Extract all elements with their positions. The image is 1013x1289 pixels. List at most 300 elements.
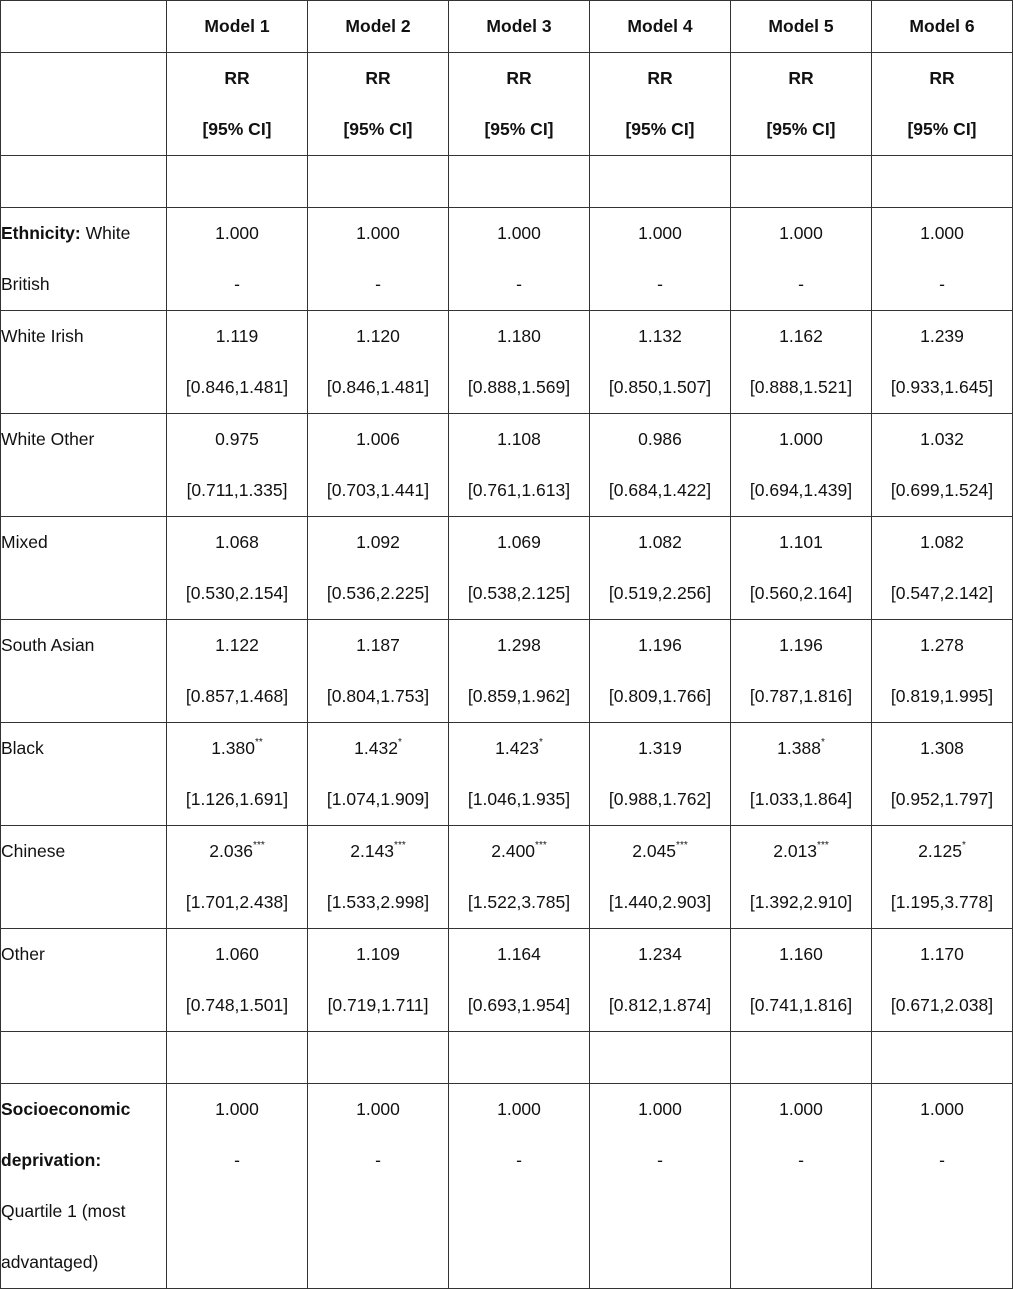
value-cell xyxy=(167,311,308,414)
value-cell xyxy=(167,826,308,929)
row-label-line: Quartile 1 (most xyxy=(1,1201,126,1221)
ci-value: - xyxy=(657,1150,663,1170)
ci-label: [95% CI] xyxy=(625,119,695,139)
rr-line xyxy=(449,517,589,568)
rr-value: 1.298 xyxy=(497,635,541,655)
value-cell xyxy=(308,826,449,929)
rr-value: 2.125 xyxy=(918,841,962,861)
significance-marker: * xyxy=(961,840,966,852)
ci-value: [0.547,2.142] xyxy=(890,583,994,603)
value-cell xyxy=(731,208,872,311)
value-cell xyxy=(590,517,731,620)
rr-value: 1.000 xyxy=(497,1099,541,1119)
significance-marker: * xyxy=(538,737,543,749)
row-label xyxy=(1,414,167,517)
rr-value: 1.032 xyxy=(920,429,964,449)
empty-cell xyxy=(590,1032,731,1084)
ci-label: [95% CI] xyxy=(907,119,977,139)
ci-value: [0.536,2.225] xyxy=(326,583,430,603)
rr-line xyxy=(449,723,589,774)
row-label xyxy=(1,1084,167,1289)
ci-value: - xyxy=(939,274,945,294)
rr-value: 1.000 xyxy=(356,223,400,243)
table-row xyxy=(1,208,1013,311)
rr-line xyxy=(308,620,448,671)
empty-cell xyxy=(590,156,731,208)
ci-label: [95% CI] xyxy=(343,119,413,139)
rr-line xyxy=(308,1084,448,1135)
value-cell xyxy=(449,929,590,1032)
rr-value: 1.388 xyxy=(777,738,821,758)
rr-label: RR xyxy=(929,68,955,88)
ci-label: [95% CI] xyxy=(484,119,554,139)
row-label-line: South Asian xyxy=(1,635,95,655)
rr-value: 2.013 xyxy=(773,841,818,861)
rr-value: 2.045 xyxy=(632,841,677,861)
ci-value: [0.761,1.613] xyxy=(467,480,571,500)
value-cell xyxy=(449,826,590,929)
rr-value: 1.170 xyxy=(920,944,964,964)
ci-value: - xyxy=(516,1150,522,1170)
rr-value: 2.400 xyxy=(491,841,536,861)
model-header: Model 1 xyxy=(167,1,308,53)
table-row xyxy=(1,929,1013,1032)
rr-value: 1.162 xyxy=(779,326,823,346)
rr-line xyxy=(872,826,1012,877)
rr-value: 1.000 xyxy=(779,223,823,243)
model-header: Model 4 xyxy=(590,1,731,53)
table-body xyxy=(1,1,1013,1289)
value-cell xyxy=(449,414,590,517)
rr-value: 1.108 xyxy=(497,429,541,449)
empty-cell xyxy=(449,1032,590,1084)
empty-cell xyxy=(167,1032,308,1084)
rr-line xyxy=(731,414,871,465)
rr-value: 2.036 xyxy=(209,841,254,861)
empty-cell xyxy=(1,156,167,208)
ci-value: [0.933,1.645] xyxy=(890,377,994,397)
value-cell xyxy=(590,723,731,826)
rr-line xyxy=(167,620,307,671)
value-cell xyxy=(449,723,590,826)
rr-line xyxy=(731,723,871,774)
ci-value: [0.684,1.422] xyxy=(608,480,712,500)
value-cell xyxy=(872,1084,1013,1289)
empty-cell xyxy=(731,1032,872,1084)
rr-value: 1.000 xyxy=(215,223,259,243)
rr-line xyxy=(167,1084,307,1135)
value-cell xyxy=(590,208,731,311)
value-cell xyxy=(872,826,1013,929)
value-cell xyxy=(590,414,731,517)
rr-line xyxy=(872,311,1012,362)
rr-line xyxy=(449,414,589,465)
rr-value: 1.069 xyxy=(497,532,541,552)
rr-value: 1.308 xyxy=(920,738,964,758)
ci-value: [0.703,1.441] xyxy=(326,480,430,500)
rr-value: 1.120 xyxy=(356,326,400,346)
ci-value: [1.074,1.909] xyxy=(326,789,430,809)
ci-value: [0.952,1.797] xyxy=(890,789,994,809)
ci-value: [0.850,1.507] xyxy=(608,377,712,397)
rr-line xyxy=(872,414,1012,465)
model-header-row xyxy=(1,1,1013,53)
rr-line xyxy=(308,517,448,568)
value-cell xyxy=(308,929,449,1032)
rr-value: 1.278 xyxy=(920,635,964,655)
value-cell xyxy=(731,929,872,1032)
ci-value: [1.701,2.438] xyxy=(185,892,289,912)
ci-value: [1.522,3.785] xyxy=(467,892,571,912)
rr-line xyxy=(731,311,871,362)
ci-value: [0.819,1.995] xyxy=(890,686,994,706)
spacer-row xyxy=(1,156,1013,208)
ci-value: - xyxy=(234,274,240,294)
row-label xyxy=(1,929,167,1032)
rr-line xyxy=(167,208,307,259)
value-cell xyxy=(590,929,731,1032)
table-row xyxy=(1,723,1013,826)
value-cell xyxy=(731,723,872,826)
ci-value: [0.988,1.762] xyxy=(608,789,712,809)
rr-value: 1.006 xyxy=(356,429,400,449)
empty-cell xyxy=(308,1032,449,1084)
model-header: Model 5 xyxy=(731,1,872,53)
significance-marker: *** xyxy=(394,840,406,852)
table-row xyxy=(1,517,1013,620)
rr-label: RR xyxy=(224,68,250,88)
rr-line xyxy=(590,929,730,980)
row-label-line: Chinese xyxy=(1,841,66,861)
rr-value: 1.082 xyxy=(920,532,964,552)
value-cell xyxy=(872,723,1013,826)
ci-value: [0.711,1.335] xyxy=(186,480,288,500)
rr-value: 1.000 xyxy=(356,1099,400,1119)
rr-value: 1.423 xyxy=(495,738,539,758)
value-cell xyxy=(308,311,449,414)
rr-line xyxy=(167,517,307,568)
row-label xyxy=(1,826,167,929)
stat-header-cell xyxy=(167,53,308,156)
significance-marker: *** xyxy=(817,840,829,852)
rr-line xyxy=(731,826,871,877)
empty-cell xyxy=(449,156,590,208)
rr-value: 0.986 xyxy=(638,429,682,449)
rr-value: 1.101 xyxy=(779,532,823,552)
empty-cell xyxy=(731,156,872,208)
row-label xyxy=(1,311,167,414)
rr-line xyxy=(449,826,589,877)
table-row xyxy=(1,826,1013,929)
model-header: Model 6 xyxy=(872,1,1013,53)
rr-line xyxy=(872,723,1012,774)
table-row xyxy=(1,1084,1013,1289)
value-cell xyxy=(449,620,590,723)
value-cell xyxy=(167,414,308,517)
rr-line xyxy=(590,1084,730,1135)
ci-value: - xyxy=(657,274,663,294)
ci-value: [0.741,1.816] xyxy=(749,995,853,1015)
rr-line xyxy=(308,311,448,362)
ci-value: - xyxy=(798,274,804,294)
row-label-line: Mixed xyxy=(1,532,48,552)
empty-cell xyxy=(308,156,449,208)
significance-marker: * xyxy=(820,737,825,749)
spacer-row xyxy=(1,1032,1013,1084)
value-cell xyxy=(872,414,1013,517)
row-label-line: Socioeconomic xyxy=(1,1099,131,1119)
ci-label: [95% CI] xyxy=(766,119,836,139)
value-cell xyxy=(167,208,308,311)
ci-value: - xyxy=(516,274,522,294)
value-cell xyxy=(731,311,872,414)
rr-value: 1.000 xyxy=(920,1099,964,1119)
row-label-line xyxy=(1,208,166,259)
stat-header-cell xyxy=(449,53,590,156)
rr-line xyxy=(872,929,1012,980)
value-cell xyxy=(449,311,590,414)
rr-value: 1.000 xyxy=(779,1099,823,1119)
rr-line xyxy=(167,929,307,980)
row-label-line: White Irish xyxy=(1,326,84,346)
rr-value: 1.187 xyxy=(356,635,400,655)
ci-value: [0.846,1.481] xyxy=(326,377,430,397)
rr-line xyxy=(590,826,730,877)
ci-value: [1.533,2.998] xyxy=(326,892,430,912)
corner-cell xyxy=(1,1,167,53)
rr-label: RR xyxy=(647,68,673,88)
value-cell xyxy=(590,620,731,723)
ci-value: [1.126,1.691] xyxy=(185,789,289,809)
rr-value: 2.143 xyxy=(350,841,395,861)
rr-value: 1.000 xyxy=(920,223,964,243)
ci-label: [95% CI] xyxy=(202,119,272,139)
significance-marker: *** xyxy=(676,840,688,852)
row-label-line: British xyxy=(1,274,50,294)
value-cell xyxy=(449,517,590,620)
row-label xyxy=(1,208,167,311)
rr-value: 1.239 xyxy=(920,326,964,346)
value-cell xyxy=(167,929,308,1032)
rr-line xyxy=(590,620,730,671)
ci-value: [0.857,1.468] xyxy=(185,686,289,706)
significance-marker: * xyxy=(397,737,402,749)
ci-value: [0.809,1.766] xyxy=(608,686,712,706)
row-label-line: advantaged) xyxy=(1,1252,99,1272)
ci-value: - xyxy=(939,1150,945,1170)
empty-cell xyxy=(872,1032,1013,1084)
rr-value: 1.196 xyxy=(779,635,823,655)
rr-value: 1.132 xyxy=(638,326,682,346)
value-cell xyxy=(167,1084,308,1289)
ci-value: [0.846,1.481] xyxy=(185,377,289,397)
ci-value: - xyxy=(375,274,381,294)
row-label xyxy=(1,517,167,620)
value-cell xyxy=(872,620,1013,723)
ci-value: [1.392,2.910] xyxy=(749,892,853,912)
value-cell xyxy=(167,620,308,723)
rr-label: RR xyxy=(788,68,814,88)
ci-value: [0.538,2.125] xyxy=(467,583,571,603)
ci-value: [0.530,2.154] xyxy=(185,583,289,603)
row-label-line: White Other xyxy=(1,429,95,449)
ci-value: [0.859,1.962] xyxy=(467,686,571,706)
ci-value: [0.699,1.524] xyxy=(890,480,994,500)
stat-header-cell xyxy=(872,53,1013,156)
value-cell xyxy=(731,414,872,517)
model-header: Model 3 xyxy=(449,1,590,53)
rr-line xyxy=(731,620,871,671)
rr-line xyxy=(731,1084,871,1135)
ci-value: - xyxy=(234,1150,240,1170)
row-label-text: White xyxy=(85,223,131,243)
ci-value: [0.694,1.439] xyxy=(749,480,853,500)
corner-cell xyxy=(1,53,167,156)
row-label xyxy=(1,723,167,826)
rr-value: 0.975 xyxy=(215,429,259,449)
rr-line xyxy=(449,1084,589,1135)
rr-line xyxy=(308,208,448,259)
value-cell xyxy=(731,517,872,620)
rr-value: 1.196 xyxy=(638,635,682,655)
rr-value: 1.060 xyxy=(215,944,259,964)
rr-value: 1.234 xyxy=(638,944,682,964)
rr-value: 1.000 xyxy=(215,1099,259,1119)
ci-value: [0.693,1.954] xyxy=(467,995,571,1015)
ci-value: [0.812,1.874] xyxy=(608,995,712,1015)
stat-header-cell xyxy=(308,53,449,156)
value-cell xyxy=(731,826,872,929)
stat-header-cell xyxy=(731,53,872,156)
ci-value: - xyxy=(798,1150,804,1170)
empty-cell xyxy=(872,156,1013,208)
ci-value: [0.787,1.816] xyxy=(749,686,853,706)
rr-line xyxy=(872,208,1012,259)
rr-line xyxy=(590,517,730,568)
value-cell xyxy=(449,1084,590,1289)
stat-header-cell xyxy=(590,53,731,156)
value-cell xyxy=(590,311,731,414)
rr-value: 1.082 xyxy=(638,532,682,552)
ci-value: [0.560,2.164] xyxy=(749,583,853,603)
rr-line xyxy=(308,929,448,980)
table-row xyxy=(1,311,1013,414)
rr-value: 1.319 xyxy=(638,738,682,758)
rr-value: 1.000 xyxy=(497,223,541,243)
value-cell xyxy=(308,723,449,826)
value-cell xyxy=(731,1084,872,1289)
rr-value: 1.432 xyxy=(354,738,398,758)
rr-line xyxy=(449,620,589,671)
rr-line xyxy=(590,208,730,259)
value-cell xyxy=(308,414,449,517)
rr-line xyxy=(449,208,589,259)
ci-value: [1.440,2.903] xyxy=(608,892,712,912)
value-cell xyxy=(308,517,449,620)
value-cell xyxy=(167,723,308,826)
ci-value: [0.719,1.711] xyxy=(327,995,429,1015)
rr-value: 1.000 xyxy=(638,223,682,243)
ci-value: [0.888,1.521] xyxy=(749,377,853,397)
rr-line xyxy=(449,929,589,980)
table-row xyxy=(1,620,1013,723)
row-label-line: Other xyxy=(1,944,45,964)
rr-line xyxy=(590,723,730,774)
rr-label: RR xyxy=(365,68,391,88)
rr-value: 1.092 xyxy=(356,532,400,552)
row-label-line: deprivation: xyxy=(1,1150,102,1170)
value-cell xyxy=(872,208,1013,311)
rr-value: 1.000 xyxy=(638,1099,682,1119)
row-label-line: Black xyxy=(1,738,44,758)
ci-value: - xyxy=(375,1150,381,1170)
rr-value: 1.380 xyxy=(211,738,255,758)
rr-line xyxy=(872,1084,1012,1135)
value-cell xyxy=(449,208,590,311)
rr-line xyxy=(308,723,448,774)
ci-value: [1.046,1.935] xyxy=(467,789,571,809)
model-header: Model 2 xyxy=(308,1,449,53)
value-cell xyxy=(872,311,1013,414)
row-label-category: Ethnicity: xyxy=(1,223,81,243)
value-cell xyxy=(308,620,449,723)
value-cell xyxy=(872,929,1013,1032)
rr-line xyxy=(167,826,307,877)
significance-marker: *** xyxy=(535,840,547,852)
rr-line xyxy=(731,208,871,259)
significance-marker: ** xyxy=(255,737,263,749)
rr-value: 1.068 xyxy=(215,532,259,552)
empty-cell xyxy=(1,1032,167,1084)
rr-line xyxy=(167,723,307,774)
significance-marker: *** xyxy=(253,840,265,852)
ci-value: [0.671,2.038] xyxy=(890,995,994,1015)
rr-line xyxy=(590,414,730,465)
rr-value: 1.109 xyxy=(356,944,400,964)
empty-cell xyxy=(167,156,308,208)
ci-value: [0.519,2.256] xyxy=(608,583,712,603)
rr-line xyxy=(167,311,307,362)
rr-value: 1.160 xyxy=(779,944,823,964)
ci-value: [1.195,3.778] xyxy=(890,892,994,912)
value-cell xyxy=(308,1084,449,1289)
rr-line xyxy=(167,414,307,465)
rr-value: 1.000 xyxy=(779,429,823,449)
ci-value: [1.033,1.864] xyxy=(749,789,853,809)
rr-line xyxy=(731,517,871,568)
rr-value: 1.164 xyxy=(497,944,541,964)
value-cell xyxy=(590,826,731,929)
ci-value: [0.804,1.753] xyxy=(326,686,430,706)
rr-line xyxy=(731,929,871,980)
rr-value: 1.180 xyxy=(497,326,541,346)
ci-value: [0.888,1.569] xyxy=(467,377,571,397)
value-cell xyxy=(590,1084,731,1289)
value-cell xyxy=(731,620,872,723)
ci-value: [0.748,1.501] xyxy=(185,995,289,1015)
rr-line xyxy=(308,414,448,465)
value-cell xyxy=(308,208,449,311)
rr-label: RR xyxy=(506,68,532,88)
value-cell xyxy=(167,517,308,620)
table-row xyxy=(1,414,1013,517)
rr-line xyxy=(449,311,589,362)
value-cell xyxy=(872,517,1013,620)
rr-line xyxy=(308,826,448,877)
rr-line xyxy=(590,311,730,362)
stat-header-row xyxy=(1,53,1013,156)
row-label xyxy=(1,620,167,723)
